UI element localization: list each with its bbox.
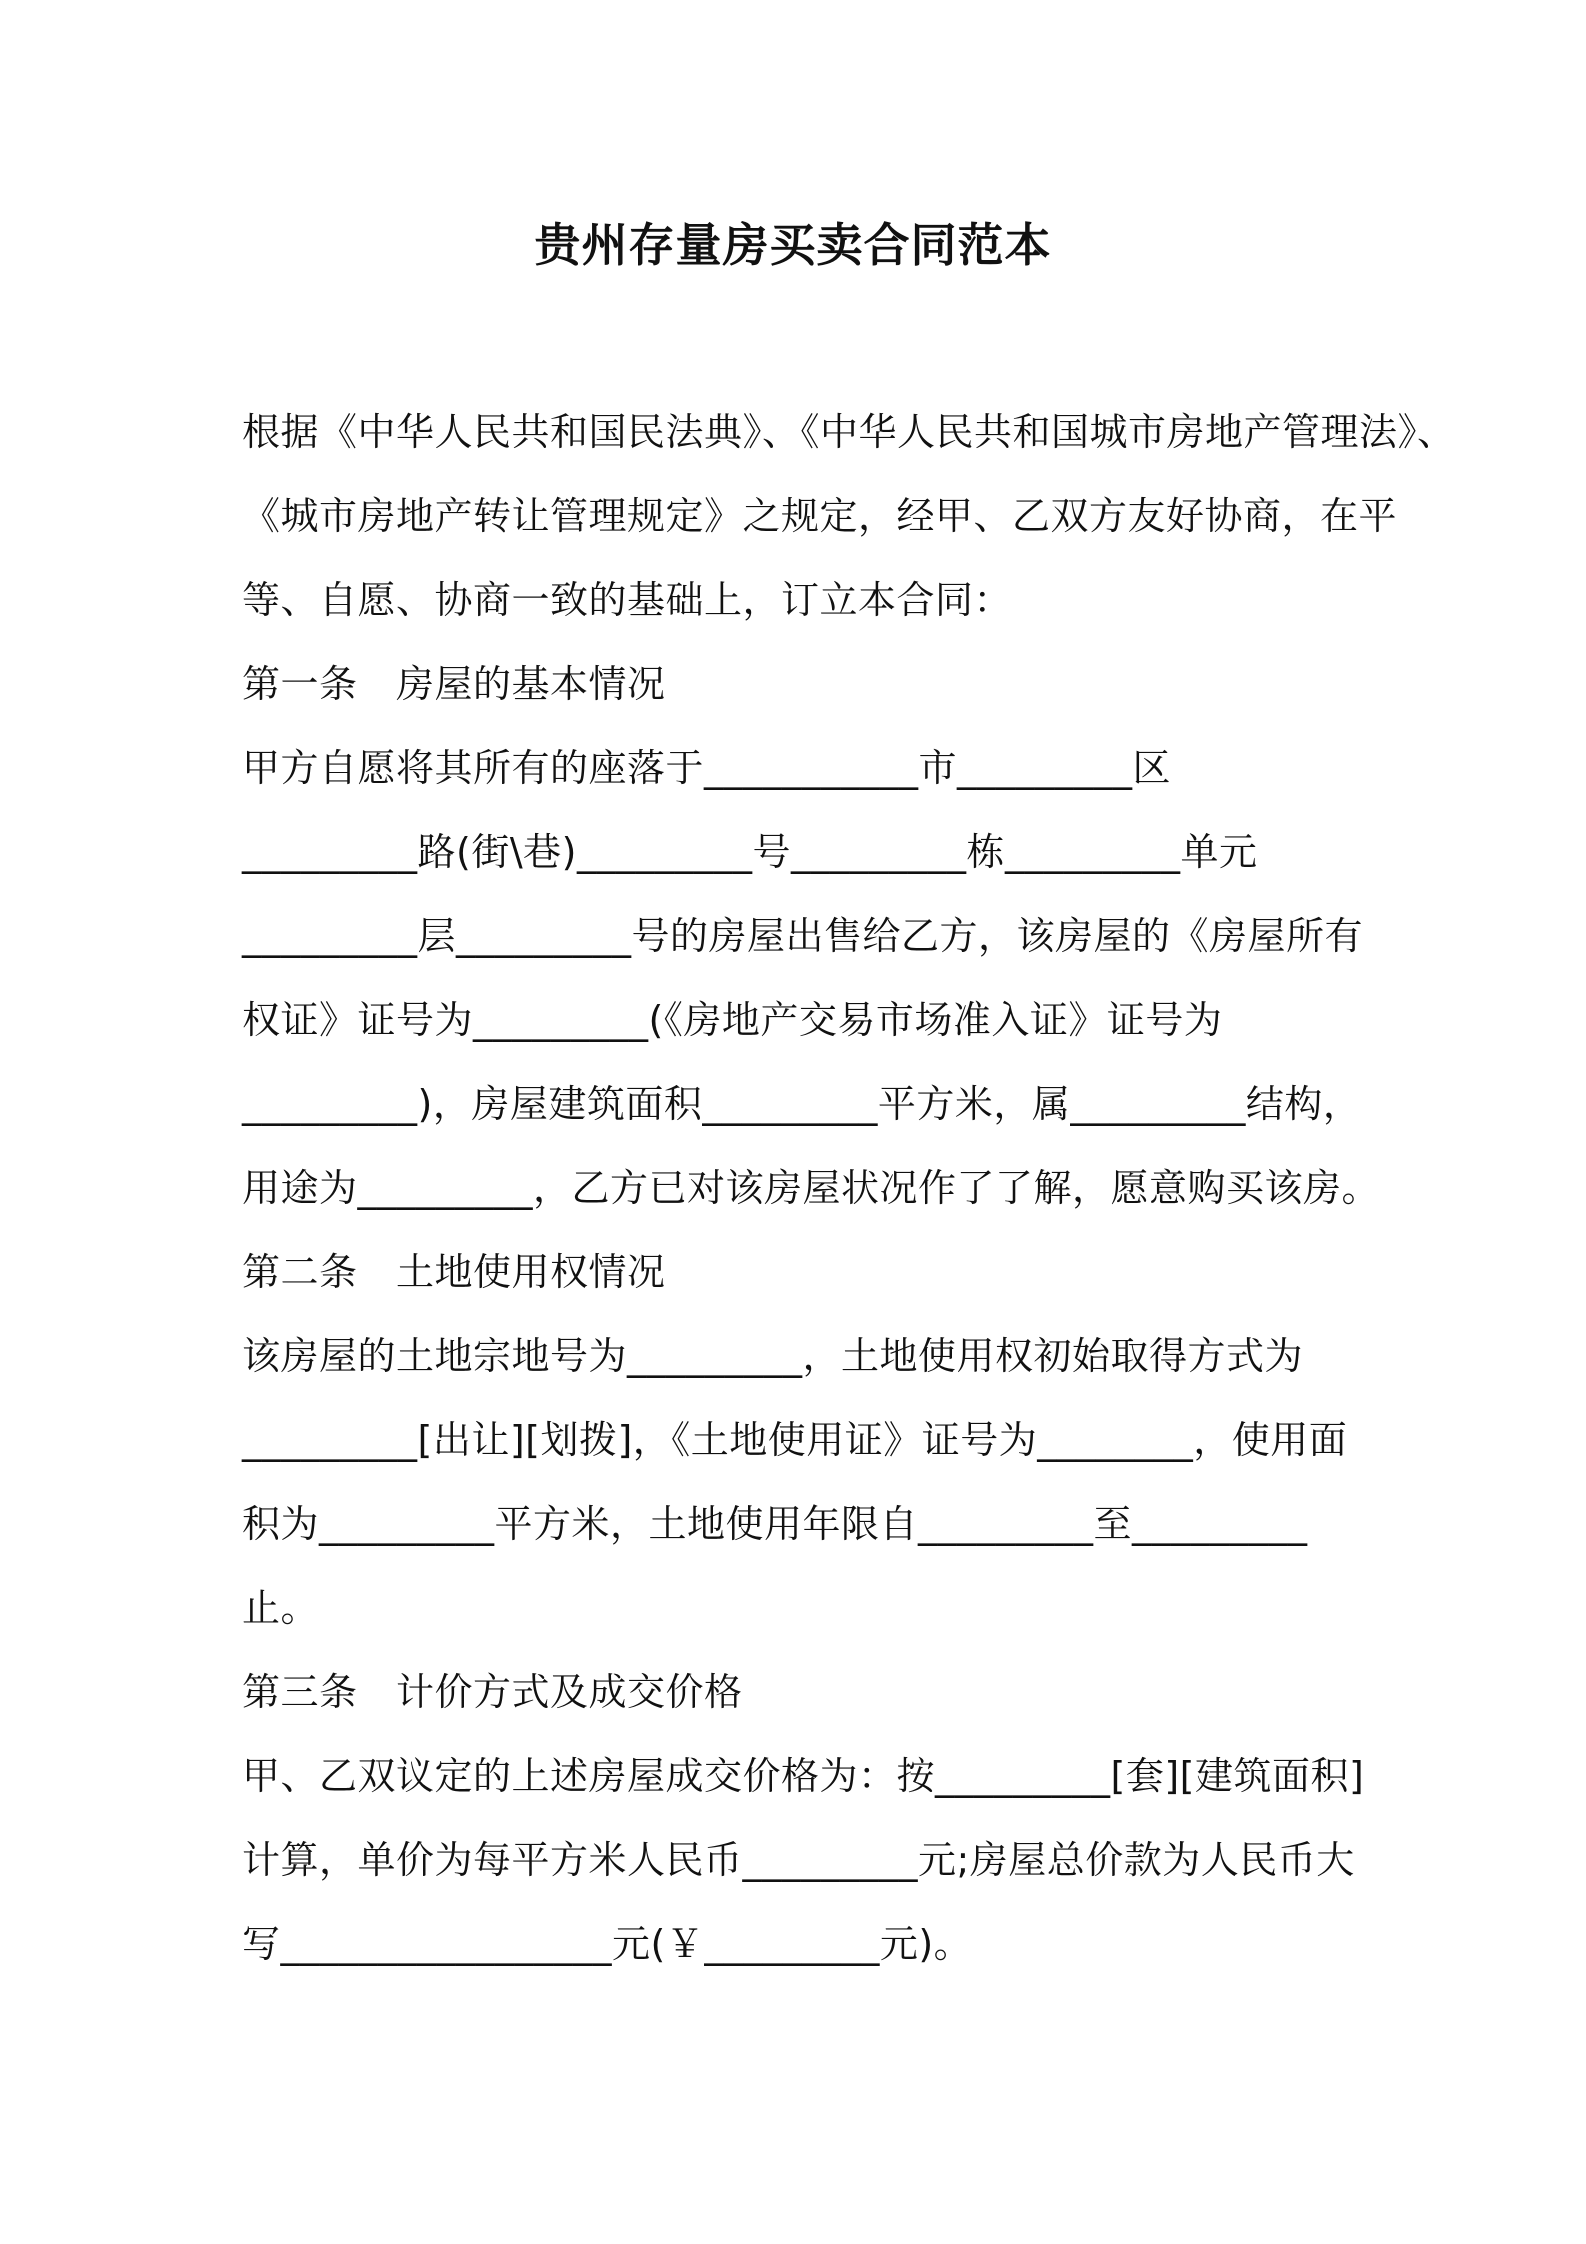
article-1-line-1: 甲方自愿将其所有的座落于___________市_________区 bbox=[242, 746, 1172, 790]
article-3-heading: 第三条 计价方式及成交价格 bbox=[242, 1670, 743, 1714]
article-1-line-6: 用途为_________，乙方已对该房屋状况作了了解，愿意购买该房。 bbox=[242, 1166, 1381, 1210]
document-title: 贵州存量房买卖合同范本 bbox=[534, 218, 1052, 272]
article-2-line-4: 止。 bbox=[242, 1586, 320, 1630]
paragraph-line-1: 根据《中华人民共和国民法典》、《中华人民共和国城市房地产管理法》、 bbox=[242, 410, 1456, 454]
article-3-line-3: 写_________________元(￥_________元)。 bbox=[242, 1922, 973, 1966]
article-2-line-2: _________[出让][划拨]，《土地使用证》证号为________，使用面 bbox=[242, 1418, 1348, 1462]
article-2-heading: 第二条 土地使用权情况 bbox=[242, 1250, 666, 1294]
paragraph-line-2: 《城市房地产转让管理规定》之规定，经甲、乙双方友好协商，在平 bbox=[242, 494, 1398, 538]
article-3-line-2: 计算，单价为每平方米人民币_________元;房屋总价款为人民币大 bbox=[242, 1838, 1355, 1882]
article-1-line-5: _________)，房屋建筑面积_________平方米，属_________结构， bbox=[242, 1082, 1362, 1126]
article-1-line-2: _________路(街\巷)_________号_________栋_________单元 bbox=[242, 830, 1258, 874]
article-1-line-3: _________层_________号的房屋出售给乙方，该房屋的《房屋所有 bbox=[242, 914, 1364, 958]
article-3-line-1: 甲、乙双议定的上述房屋成交价格为：按_________[套][建筑面积] bbox=[242, 1754, 1365, 1798]
paragraph-line-3: 等、自愿、协商一致的基础上，订立本合同： bbox=[242, 578, 1013, 622]
article-1-heading: 第一条 房屋的基本情况 bbox=[242, 662, 666, 706]
article-2-line-1: 该房屋的土地宗地号为_________，土地使用权初始取得方式为 bbox=[242, 1334, 1304, 1378]
article-2-line-3: 积为_________平方米，土地使用年限自_________至_________ bbox=[242, 1502, 1308, 1546]
article-1-line-4: 权证》证号为_________(《房地产交易市场准入证》证号为 bbox=[242, 998, 1223, 1042]
